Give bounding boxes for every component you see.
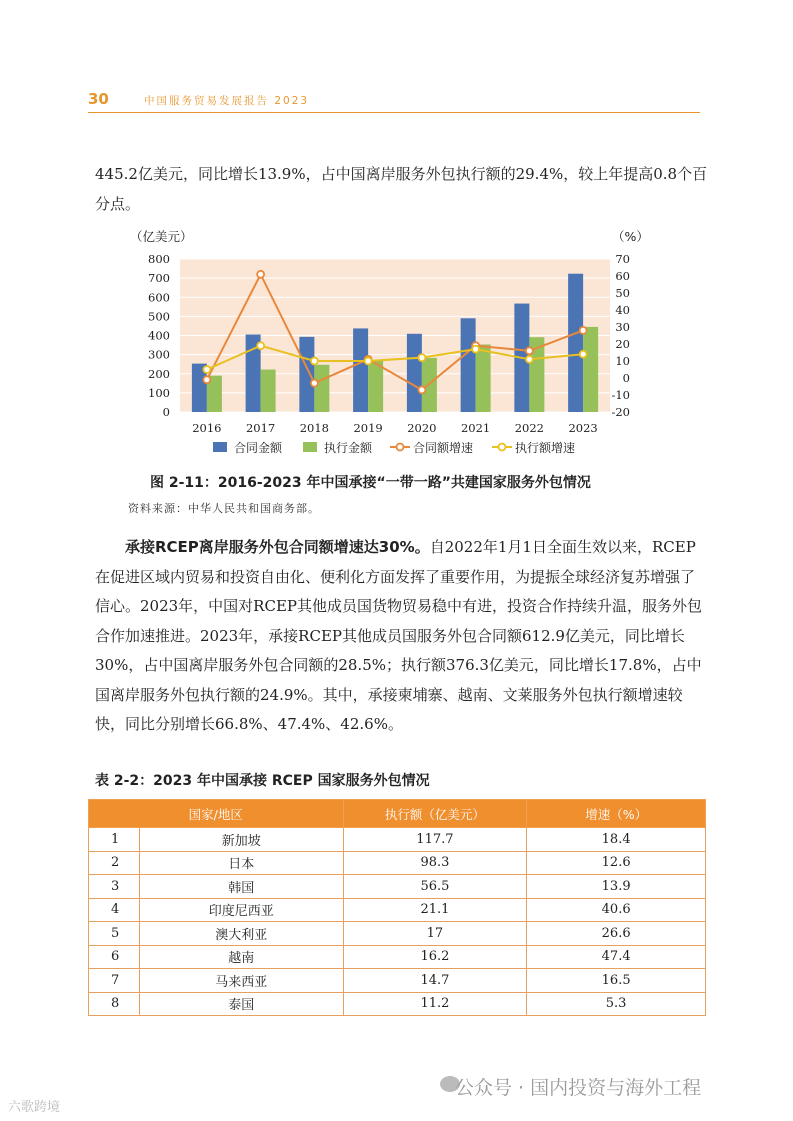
y2-tick-label: 10 — [615, 354, 630, 368]
page-number: 30 — [88, 90, 109, 108]
point-合同额增速 — [418, 386, 425, 393]
y-tick-label: 800 — [148, 252, 170, 266]
cell-country: 韩国 — [139, 875, 343, 899]
y-axis-label: （亿美元） — [130, 229, 193, 244]
paragraph-rcep-lead: 承接RCEP离岸服务外包合同额增速达30%。 — [125, 538, 430, 556]
cell-amount: 14.7 — [343, 969, 527, 993]
cell-amount: 11.2 — [343, 992, 527, 1016]
legend-marker-执行额增速 — [499, 444, 506, 451]
y2-tick-label: 0 — [622, 371, 630, 385]
cell-growth: 47.4 — [527, 945, 706, 969]
cell-growth: 26.6 — [527, 922, 706, 946]
y-tick-label: 400 — [148, 328, 170, 343]
point-执行额增速 — [257, 342, 264, 349]
header-amount: 执行额（亿美元） — [343, 800, 527, 828]
y2-tick-label: 20 — [615, 337, 630, 351]
x-tick-label: 2023 — [568, 421, 598, 435]
cell-country: 马来西亚 — [139, 969, 343, 993]
x-tick-label: 2021 — [460, 421, 491, 435]
y-tick-label: 200 — [148, 366, 170, 381]
bar-执行金额 — [314, 365, 329, 412]
cell-country: 越南 — [139, 945, 343, 969]
y-tick-label: 300 — [148, 347, 170, 362]
bar-合同金额 — [299, 337, 314, 412]
cell-growth: 40.6 — [527, 898, 706, 922]
cell-idx: 6 — [89, 945, 140, 969]
cell-country: 印度尼西亚 — [139, 898, 343, 922]
point-执行额增速 — [418, 354, 425, 361]
cell-amount: 56.5 — [343, 875, 527, 899]
cell-idx: 3 — [89, 875, 140, 899]
cell-country: 澳大利亚 — [139, 922, 343, 946]
bar-合同金额 — [568, 274, 583, 412]
table-header-row — [89, 800, 706, 828]
legend-label: 合同额增速 — [413, 441, 474, 455]
legend-swatch-执行金额 — [303, 442, 317, 452]
point-合同额增速 — [580, 327, 587, 334]
table-row — [89, 875, 706, 899]
x-tick-label: 2020 — [407, 421, 437, 435]
cell-growth: 5.3 — [527, 992, 706, 1016]
y2-tick-label: 70 — [615, 252, 630, 266]
rcep-table — [88, 799, 706, 1016]
y-tick-label: 100 — [148, 385, 170, 400]
point-执行额增速 — [365, 358, 372, 365]
table-row — [89, 992, 706, 1016]
cell-amount: 21.1 — [343, 898, 527, 922]
point-执行额增速 — [580, 351, 587, 358]
cell-idx: 7 — [89, 969, 140, 993]
legend-marker-合同额增速 — [397, 444, 404, 451]
corner-watermark: 六歌跨境 — [8, 1100, 61, 1115]
y-tick-label: 0 — [162, 405, 170, 419]
figure-source: 资料来源：中华人民共和国商务部。 — [128, 502, 320, 515]
cell-idx: 2 — [89, 851, 140, 875]
point-执行额增速 — [203, 366, 210, 373]
cell-country: 日本 — [139, 851, 343, 875]
x-tick-label: 2022 — [514, 421, 545, 435]
report-title: 中国服务贸易发展报告 2023 — [144, 95, 310, 107]
header-growth: 增速（%） — [527, 800, 706, 828]
legend-swatch-合同金额 — [213, 442, 227, 452]
page-header — [88, 90, 700, 113]
y2-tick-label: 30 — [615, 320, 630, 334]
bar-合同金额 — [353, 328, 368, 412]
point-合同额增速 — [257, 271, 264, 278]
cell-growth: 13.9 — [527, 875, 706, 899]
point-合同额增速 — [526, 347, 533, 354]
service-outsourcing-chart — [120, 222, 660, 464]
paragraph-rcep-body: 自2022年1月1日全面生效以来，RCEP在促进区域内贸易和投资自由化、便利化方面发挥了重要作用，为提振全球经济复苏增强了信心。2023年，中国对RCEP其他成员国货物贸易稳中有进，投资合作持续升温，服务外包合作加速推进。2023年，承接RCEP其他成员国服务外包合同额612.9亿美元，同比增长30%，占中国离岸服务外包合同额的28.5%；执行额376.3亿美元，同比增长17.8%，占中国离岸服务外包执行额的24.9%。其中，承接柬埔寨、越南、文莱服务外包执行额增速较快，同比分别增长66.8%、47.4%、42.6%。 — [95, 538, 702, 733]
cell-growth: 18.4 — [527, 828, 706, 852]
cell-idx: 1 — [89, 828, 140, 852]
table-row — [89, 898, 706, 922]
bar-合同金额 — [461, 318, 476, 412]
cell-growth: 12.6 — [527, 851, 706, 875]
x-tick-label: 2016 — [192, 421, 222, 435]
cell-idx: 4 — [89, 898, 140, 922]
watermark-text: 公众号 · 国内投资与海外工程 — [455, 1077, 702, 1099]
y-tick-label: 600 — [148, 290, 170, 305]
bar-执行金额 — [261, 370, 276, 412]
point-合同额增速 — [203, 376, 210, 383]
point-执行额增速 — [472, 346, 479, 353]
table-row — [89, 851, 706, 875]
point-执行额增速 — [526, 356, 533, 363]
legend-label: 执行金额 — [324, 441, 373, 455]
y2-tick-label: 60 — [615, 269, 630, 283]
y2-tick-label: 50 — [615, 286, 630, 300]
table-caption: 表 2-2：2023 年中国承接 RCEP 国家服务外包情况 — [95, 773, 430, 789]
y2-tick-label: -20 — [611, 405, 630, 419]
cell-amount: 98.3 — [343, 851, 527, 875]
bar-执行金额 — [368, 360, 383, 412]
bar-执行金额 — [476, 344, 491, 412]
table-row — [89, 945, 706, 969]
x-tick-label: 2017 — [245, 421, 276, 435]
paragraph-rcep — [95, 533, 708, 740]
cell-amount: 16.2 — [343, 945, 527, 969]
legend-label: 合同金额 — [234, 441, 283, 455]
x-tick-label: 2019 — [353, 421, 383, 435]
y2-tick-label: -10 — [611, 388, 630, 402]
x-tick-label: 2018 — [299, 421, 330, 435]
y-tick-label: 500 — [148, 309, 170, 324]
header-country: 国家/地区 — [89, 800, 344, 828]
bar-执行金额 — [583, 327, 598, 412]
y2-axis-label: （%） — [612, 229, 649, 244]
point-合同额增速 — [311, 380, 318, 387]
figure-caption: 图 2-11：2016-2023 年中国承接“一带一路”共建国家服务外包情况 — [150, 475, 591, 491]
cell-idx: 5 — [89, 922, 140, 946]
cell-amount: 117.7 — [343, 828, 527, 852]
bar-合同金额 — [407, 334, 422, 412]
point-执行额增速 — [311, 358, 318, 365]
paragraph-intro: 445.2亿美元，同比增长13.9%，占中国离岸服务外包执行额的29.4%，较上年提高0.8个百分点。 — [95, 165, 708, 213]
cell-country: 泰国 — [139, 992, 343, 1016]
cell-amount: 17 — [343, 922, 527, 946]
table-row — [89, 828, 706, 852]
y-tick-label: 700 — [148, 271, 170, 286]
cell-idx: 8 — [89, 992, 140, 1016]
cell-growth: 16.5 — [527, 969, 706, 993]
table-row — [89, 969, 706, 993]
y2-tick-label: 40 — [615, 303, 630, 317]
legend-label: 执行额增速 — [515, 441, 576, 455]
cell-country: 新加坡 — [139, 828, 343, 852]
table-row — [89, 922, 706, 946]
